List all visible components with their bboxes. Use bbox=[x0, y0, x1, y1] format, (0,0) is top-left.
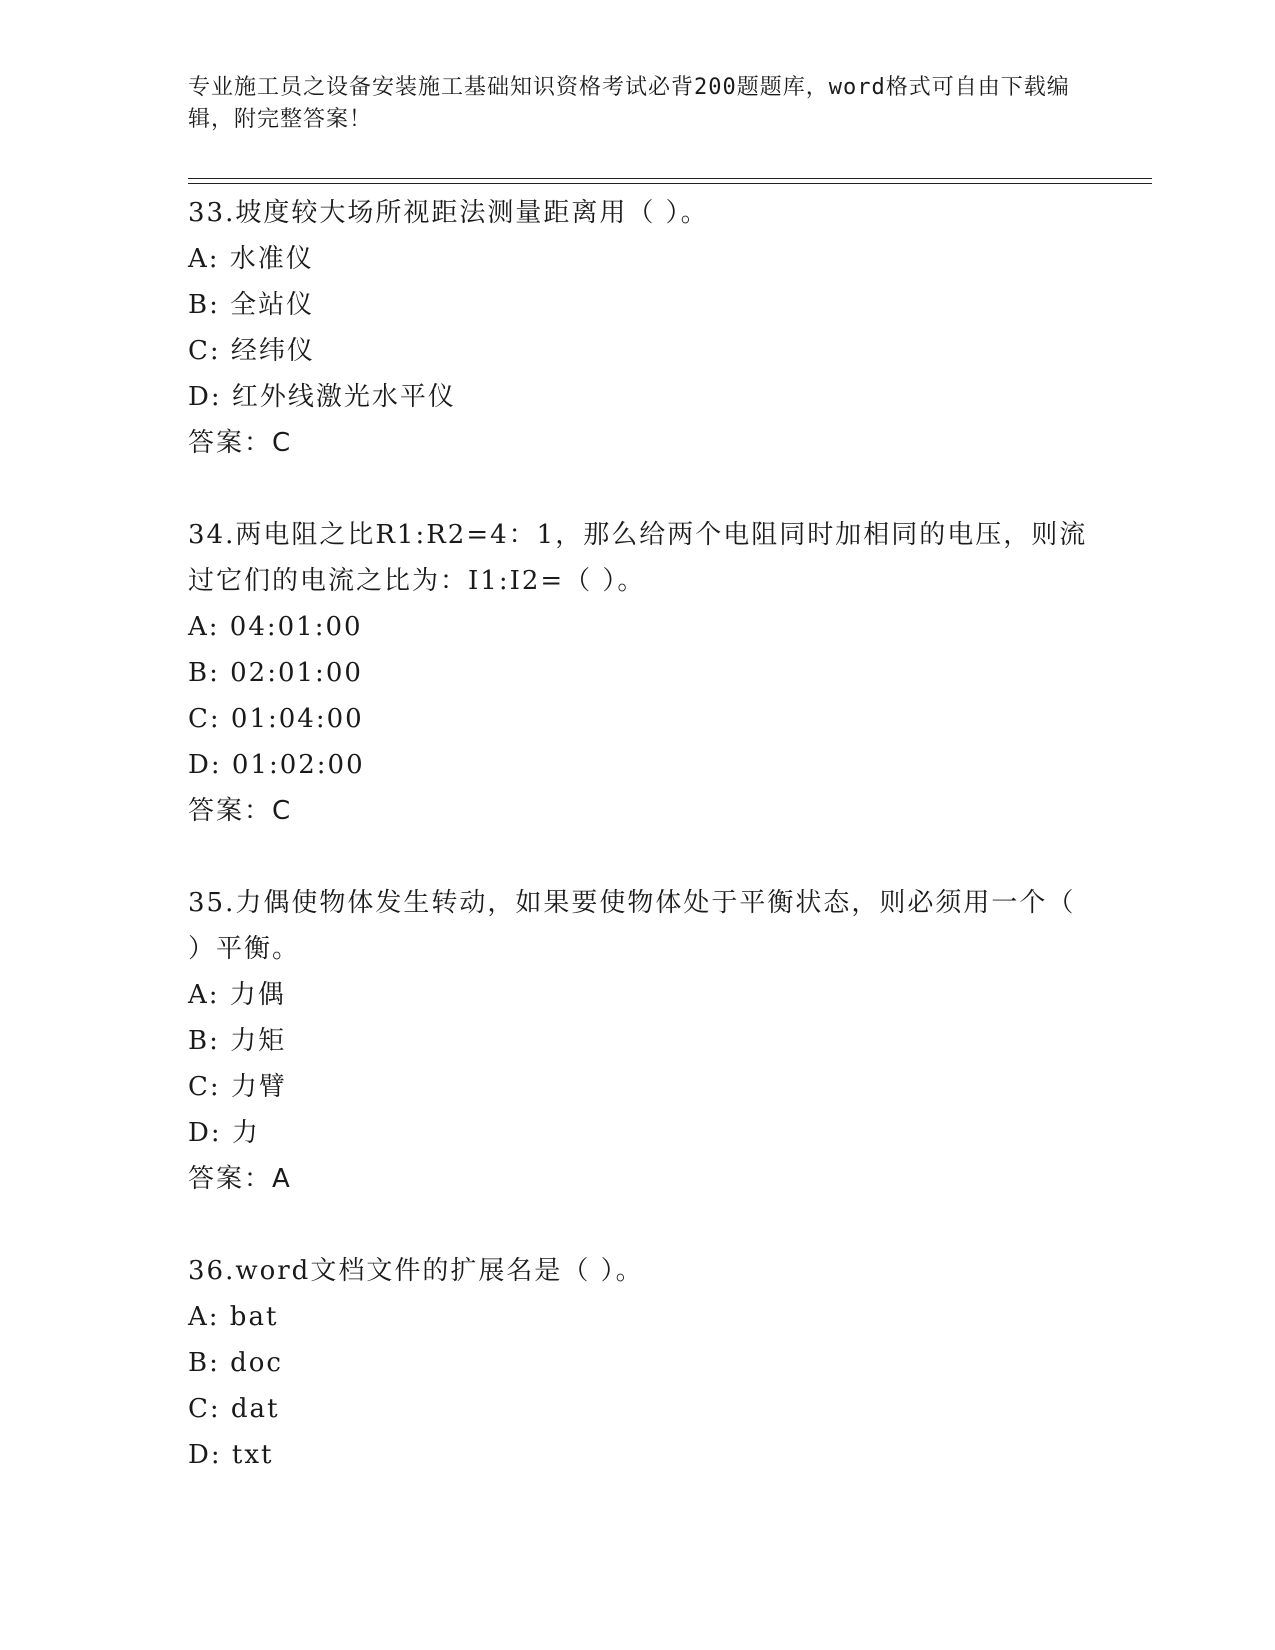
option-b: B: 全站仪 bbox=[188, 290, 315, 320]
question-spacer bbox=[188, 466, 1088, 512]
answer-label: 答案：C bbox=[188, 428, 293, 458]
question-33 bbox=[188, 190, 1088, 466]
question-36 bbox=[188, 1248, 1088, 1478]
option-a: A: 水准仪 bbox=[188, 244, 314, 274]
answer-label: 答案：A bbox=[188, 1164, 292, 1194]
question-list bbox=[188, 190, 1088, 1478]
question-stem: 33.坡度较大场所视距法测量距离用（ ）。 bbox=[188, 198, 709, 228]
option-a: A: bat bbox=[188, 1302, 279, 1332]
question-34 bbox=[188, 512, 1088, 834]
option-a: A: 04:01:00 bbox=[188, 612, 363, 642]
question-stem: 34.两电阻之比R1:R2=4：1，那么给两个电阻同时加相同的电压，则流过它们的电流之比为：I1:I2=（ ）。 bbox=[188, 520, 1088, 596]
answer-label: 答案：C bbox=[188, 796, 293, 826]
question-stem: 36.word文档文件的扩展名是（ ）。 bbox=[188, 1256, 644, 1286]
option-c: C: dat bbox=[188, 1394, 280, 1424]
option-c: C: 01:04:00 bbox=[188, 704, 364, 734]
question-spacer bbox=[188, 834, 1088, 880]
option-d: D: 红外线激光水平仪 bbox=[188, 382, 456, 412]
option-d: D: txt bbox=[188, 1440, 274, 1470]
option-d: D: 01:02:00 bbox=[188, 750, 365, 780]
option-a: A: 力偶 bbox=[188, 980, 286, 1010]
option-d: D: 力 bbox=[188, 1118, 260, 1148]
option-c: C: 经纬仪 bbox=[188, 336, 315, 366]
question-spacer bbox=[188, 1202, 1088, 1248]
question-35 bbox=[188, 880, 1088, 1202]
option-c: C: 力臂 bbox=[188, 1072, 287, 1102]
header-divider-top bbox=[188, 178, 1152, 179]
document-header: 专业施工员之设备安装施工基础知识资格考试必背200题题库，word格式可自由下载编辑，附完整答案！ bbox=[188, 75, 1070, 132]
option-b: B: doc bbox=[188, 1348, 283, 1378]
header-divider-bottom bbox=[188, 183, 1152, 184]
option-b: B: 力矩 bbox=[188, 1026, 287, 1056]
question-stem: 35.力偶使物体发生转动，如果要使物体处于平衡状态，则必须用一个（ ）平衡。 bbox=[188, 888, 1086, 964]
option-b: B: 02:01:00 bbox=[188, 658, 363, 688]
